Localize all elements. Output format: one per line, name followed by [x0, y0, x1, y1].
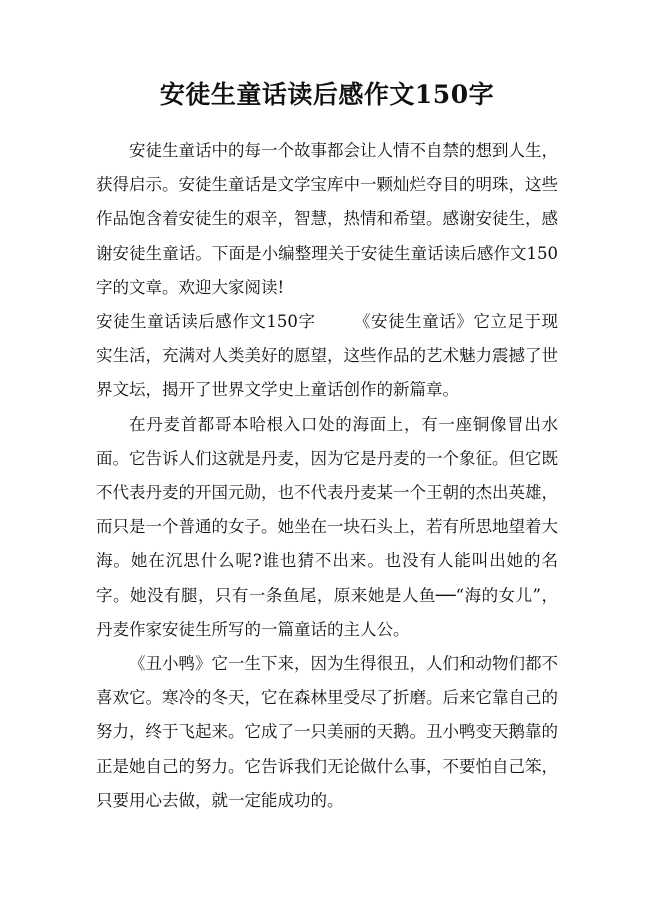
section-lead-text: 《安徒生童话》它立足于现实生活，充满对人类美好的愿望，这些作品的艺术魅力震撼了世界文坛，揭开了世界文学史上童话创作的新篇章。 [96, 312, 559, 400]
intro-paragraph: 安徒生童话中的每一个故事都会让人情不自禁的想到人生，获得启示。安徒生童话是文学宝库中一颗灿烂夺目的明珠，这些作品饱含着安徒生的艰辛，智慧，热情和希望。感谢安徒生，感谢安徒生童话。下面是小编整理关于安徒生童话读后感作文150字的文章。欢迎大家阅读! [96, 141, 558, 297]
ugly-duckling-paragraph: 《丑小鸭》它一生下来，因为生得很丑，人们和动物们都不喜欢它。寒冷的冬天，它在森林里受尽了折磨。后来它靠自己的努力，终于飞起来。它成了一只美丽的天鹅。丑小鸭变天鹅靠的正是她自己的努力。它告诉我们无论做什么事，不要怕自己笨，只要用心去做，就一定能成功的。 [96, 654, 558, 810]
mermaid-paragraph: 在丹麦首都哥本哈根入口处的海面上，有一座铜像冒出水面。它告诉人们这就是丹麦，因为它是丹麦的一个象征。但它既不代表丹麦的开国元勋，也不代表丹麦某一个王朝的杰出英雄，而只是一个普通的女子。她坐在一块石头上，若有所思地望着大海。她在沉思什么呢?谁也猜不出来。也没有人能叫出她的名字。她没有腿，只有一条鱼尾，原来她是人鱼──“海的女儿”，丹麦作家安徒生所写的一篇童话的主人公。 [96, 414, 558, 639]
section-heading: 安徒生童话读后感作文150字 [96, 312, 316, 332]
section-paragraph [96, 305, 558, 408]
document-title: 安徒生童话读后感作文150字 [159, 80, 495, 109]
